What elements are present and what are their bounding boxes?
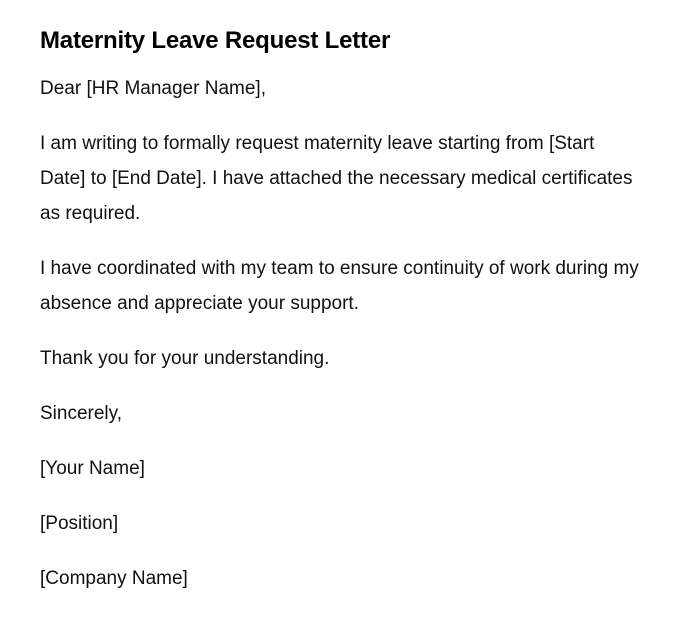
closing: Sincerely, — [40, 403, 123, 424]
body-paragraph-coordination: I have coordinated with my team to ensure continuity of work during my absence and appreciate your support. — [40, 258, 639, 314]
signature-name: [Your Name] — [40, 458, 145, 479]
body-paragraph-thanks: Thank you for your understanding. — [40, 348, 330, 369]
letter-title: Maternity Leave Request Letter — [40, 27, 391, 54]
signature-company: [Company Name] — [40, 568, 188, 589]
salutation: Dear [HR Manager Name], — [40, 78, 266, 99]
signature-position: [Position] — [40, 513, 119, 534]
body-paragraph-request: I am writing to formally request maternity leave starting from [Start Date] to [End Date]. I have attached the necessary medical certificates as required. — [40, 133, 633, 224]
